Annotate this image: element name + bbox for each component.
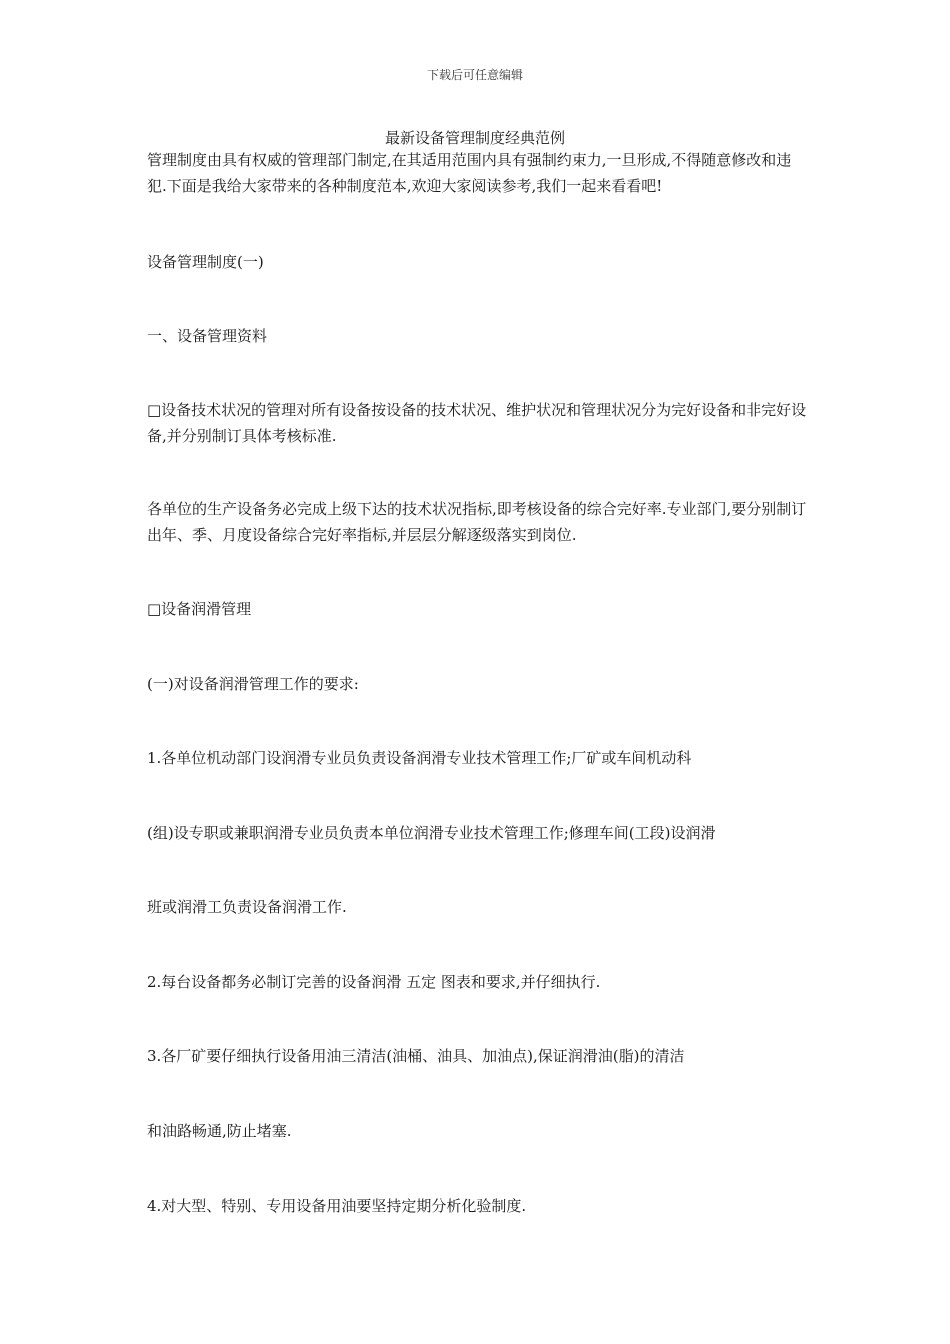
item-4: 4.对大型、特别、专用设备用油要坚持定期分析化验制度. [147, 1197, 527, 1215]
indicator-paragraph: 各单位的生产设备务必完成上级下达的技术状况指标,即考核设备的综合完好率.专业部门,要分别制订出年、季、月度设备综合完好率指标,并层层分解逐级落实到岗位. [147, 500, 807, 544]
item-1-line-2: (组)设专职或兼职润滑专业员负责本单位润滑专业技术管理工作;修理车间(工段)设润滑 [147, 824, 716, 842]
intro-paragraph: 管理制度由具有权威的管理部门制定,在其适用范围内具有强制约束力,一旦形成,不得随意修改和违犯.下面是我给大家带来的各种制度范本,欢迎大家阅读参考,我们一起来看看吧! [147, 151, 792, 195]
lubrication-heading: □设备润滑管理 [147, 600, 252, 618]
item-3-line-1: 3.各厂矿要仔细执行设备用油三清洁(油桶、油具、加油点),保证润滑油(脂)的清洁 [147, 1047, 685, 1065]
item-1-line-1: 1.各单位机动部门设润滑专业员负责设备润滑专业技术管理工作;厂矿或车间机动科 [147, 749, 692, 767]
document-title: 最新设备管理制度经典范例 [384, 129, 565, 147]
tech-status-paragraph: □设备技术状况的管理对所有设备按设备的技术状况、维护状况和管理状况分为完好设备和非完好设备,并分别制订具体考核标准. [147, 401, 807, 445]
item-2: 2.每台设备都务必制订完善的设备润滑 五定 图表和要求,并仔细执行. [147, 973, 601, 991]
item-1-line-3: 班或润滑工负责设备润滑工作. [147, 898, 347, 916]
lubrication-requirements: (一)对设备润滑管理工作的要求: [147, 675, 359, 693]
section-heading: 设备管理制度(一) [147, 253, 264, 271]
subsection-heading: 一、设备管理资料 [147, 327, 268, 345]
header-note: 下载后可任意编辑 [426, 68, 523, 82]
item-3-line-2: 和油路畅通,防止堵塞. [147, 1122, 292, 1140]
